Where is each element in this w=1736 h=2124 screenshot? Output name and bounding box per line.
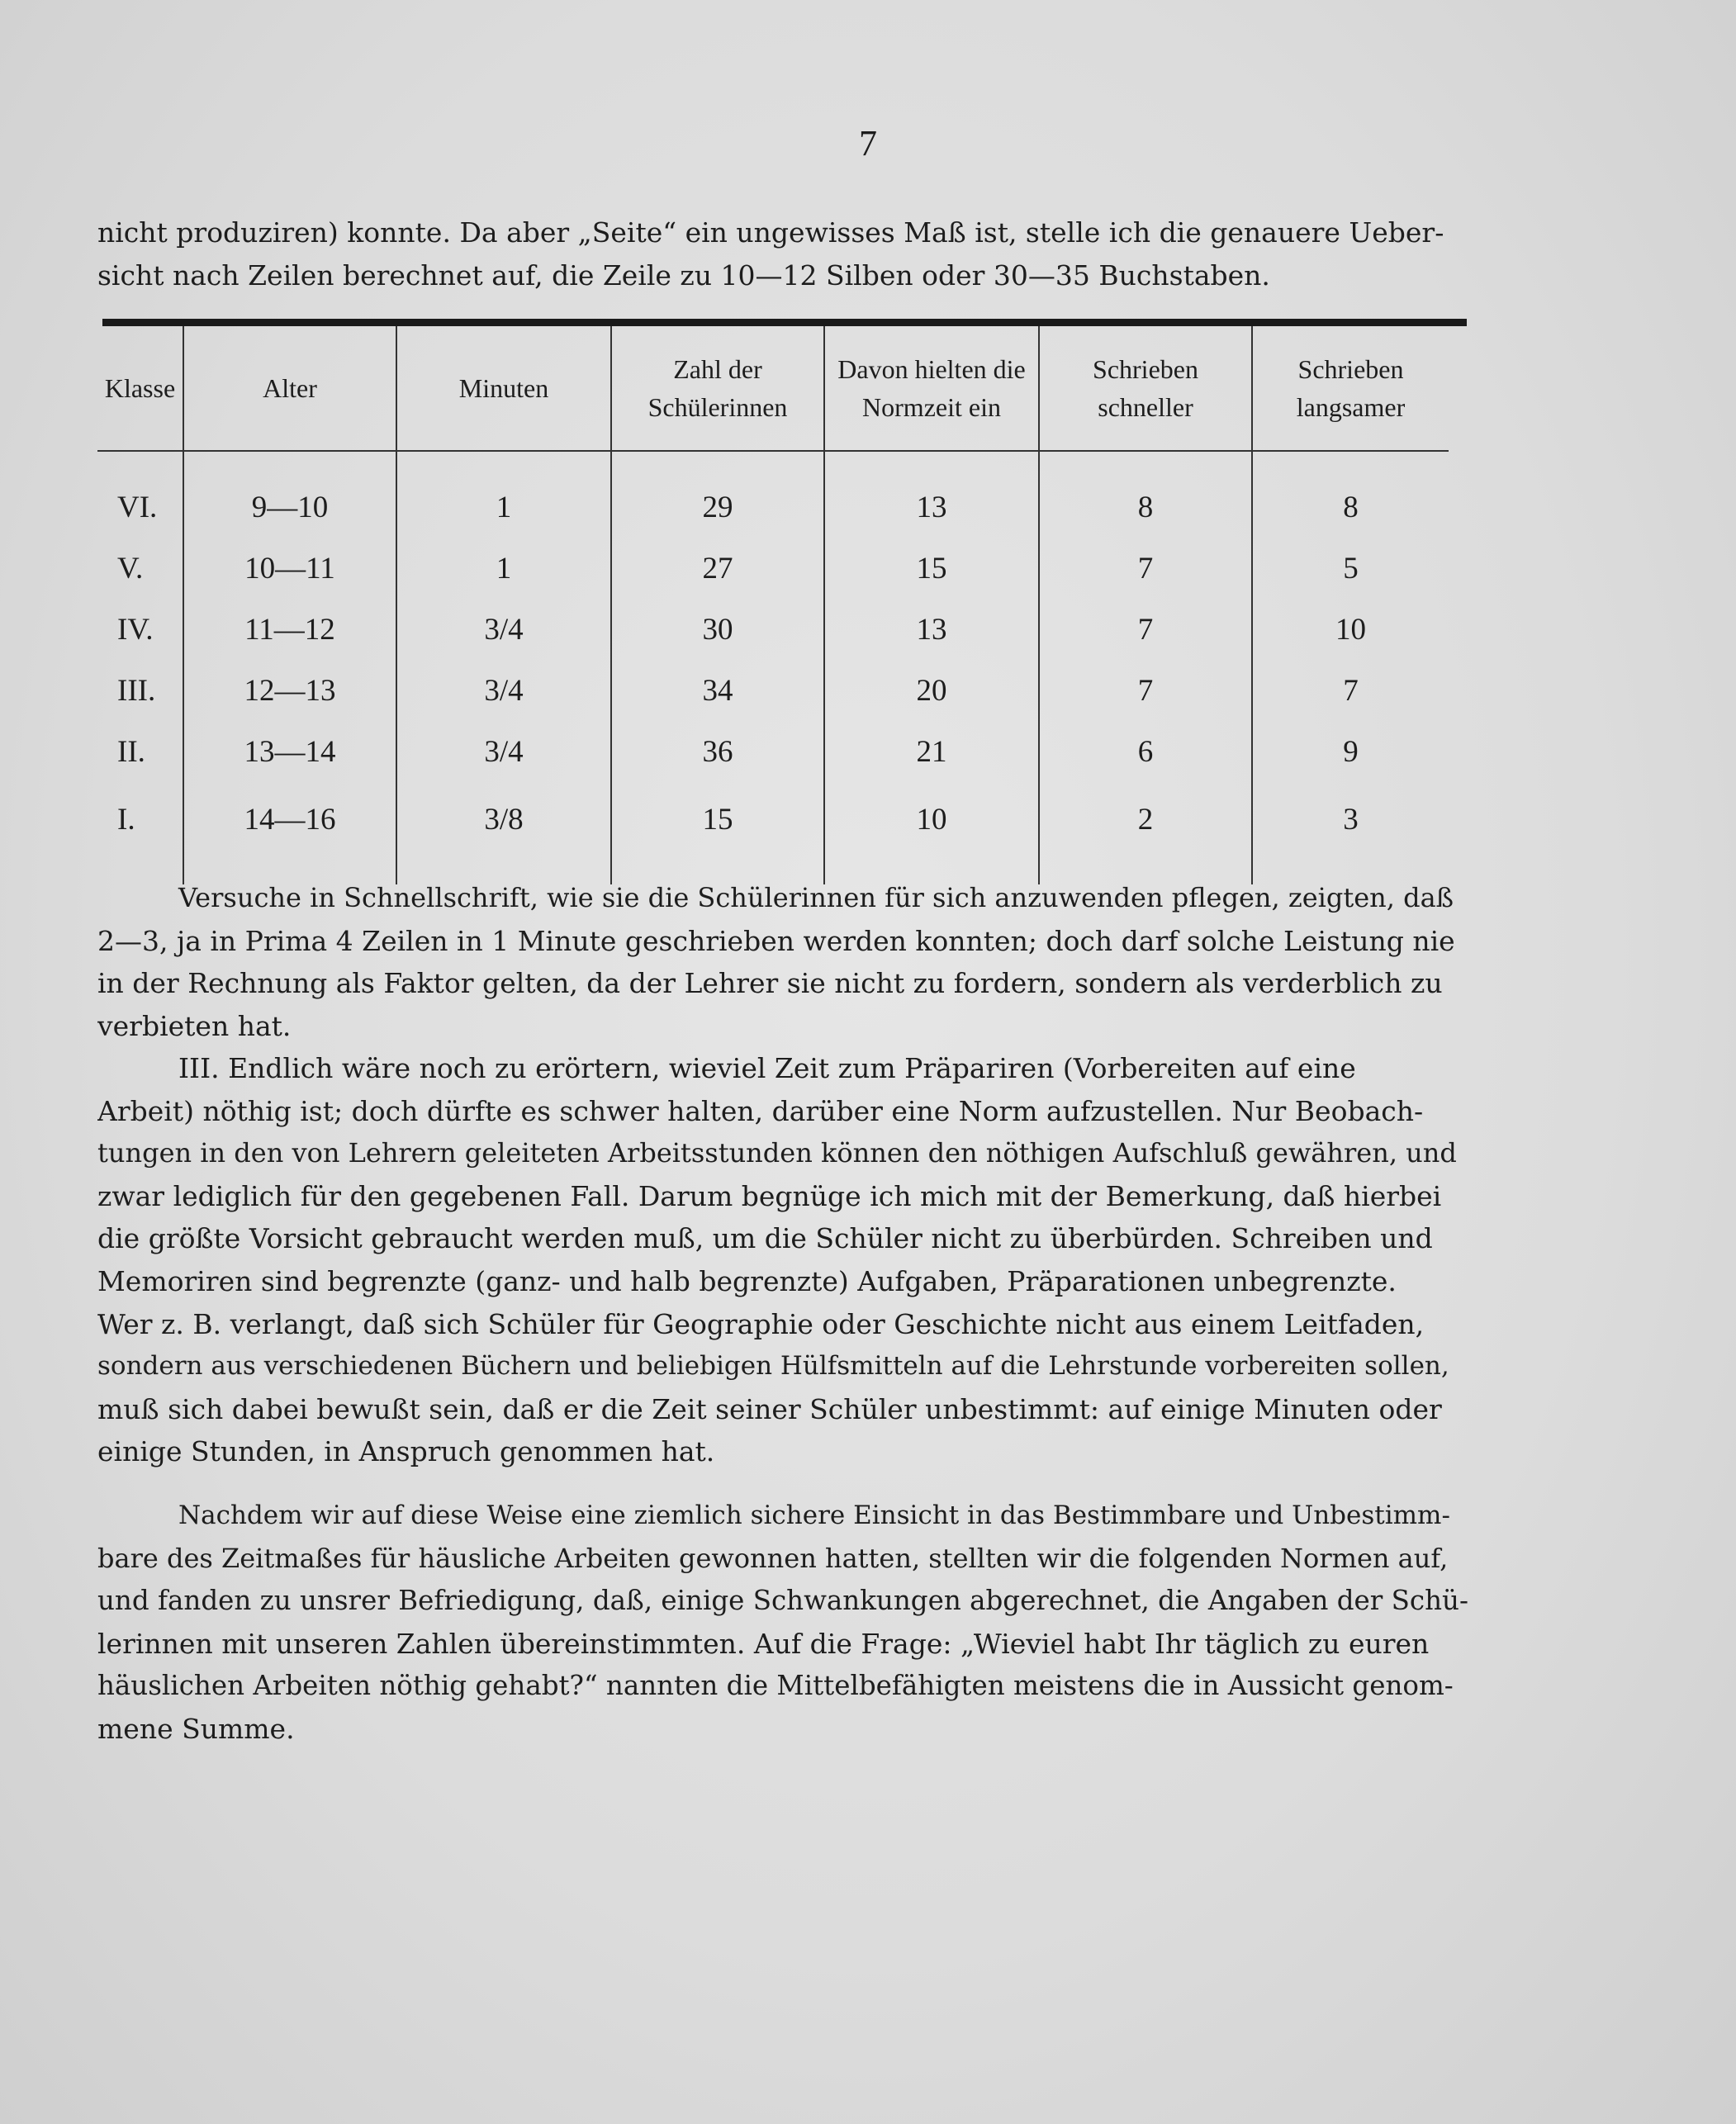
- table-header-row: [97, 326, 1449, 451]
- table-row: [97, 721, 1449, 782]
- text-line: einige Stunden, in Anspruch genommen hat.: [97, 1435, 715, 1468]
- cell-normzeit: 10: [824, 782, 1039, 884]
- cell-zahl: 36: [611, 721, 824, 782]
- cell-zahl: 27: [611, 538, 824, 599]
- text-line: häuslichen Arbeiten nöthig gehabt?“ nannten die Mittelbefähigten meistens die in Aussicht genom-: [97, 1670, 1454, 1702]
- cell-schneller: 7: [1039, 660, 1252, 721]
- cell-normzeit: 13: [824, 451, 1039, 538]
- header-alter: Alter: [183, 326, 396, 451]
- cell-minuten: 1: [396, 451, 611, 538]
- cell-langsamer: 3: [1252, 782, 1449, 884]
- cell-normzeit: 21: [824, 721, 1039, 782]
- table-row: [97, 660, 1449, 721]
- cell-schneller: 7: [1039, 599, 1252, 660]
- cell-klasse: V.: [117, 551, 144, 586]
- cell-langsamer: 5: [1252, 538, 1449, 599]
- text-line: Versuche in Schnellschrift, wie sie die Schülerinnen für sich anzuwenden pflegen, zeigten, daß: [178, 882, 1454, 913]
- text-line: zwar lediglich für den gegebenen Fall. Darum begnüge ich mich mit der Bemerkung, daß hierbei: [97, 1179, 1442, 1212]
- paragraph-schnellschrift: [97, 877, 1468, 1047]
- paragraph-praeparieren: [97, 1047, 1468, 1473]
- cell-klasse: II.: [117, 734, 145, 769]
- intro-line: sicht nach Zeilen berechnet auf, die Zeile zu 10—12 Silben oder 30—35 Buchstaben.: [97, 258, 1270, 292]
- cell-langsamer: 8: [1252, 451, 1449, 538]
- cell-schneller: 8: [1039, 451, 1252, 538]
- text-line: in der Rechnung als Faktor gelten, da der Lehrer sie nicht zu fordern, sondern als verderblich zu: [97, 967, 1443, 1000]
- text-line: lerinnen mit unseren Zahlen übereinstimmten. Auf die Frage: „Wieviel habt Ihr täglich zu euren: [97, 1627, 1430, 1660]
- data-table: [97, 326, 1449, 884]
- cell-klasse: VI.: [117, 490, 158, 524]
- paragraph-normen: [97, 1495, 1468, 1751]
- cell-minuten: 3/4: [396, 721, 611, 782]
- header-normzeit: Davon hielten die Normzeit ein: [824, 326, 1039, 451]
- cell-alter: 14—16: [183, 782, 396, 884]
- cell-normzeit: 13: [824, 599, 1039, 660]
- text-line: III. Endlich wäre noch zu erörtern, wieviel Zeit zum Präpariren (Vorbereiten auf eine: [178, 1052, 1356, 1084]
- text-line: verbieten hat.: [97, 1009, 292, 1042]
- header-minuten: Minuten: [396, 326, 611, 451]
- cell-alter: 9—10: [183, 451, 396, 538]
- table-row: [97, 599, 1449, 660]
- cell-zahl: 34: [611, 660, 824, 721]
- cell-minuten: 1: [396, 538, 611, 599]
- cell-klasse: I.: [117, 803, 135, 837]
- text-line: tungen in den von Lehrern geleiteten Arbeitsstunden können den nöthigen Aufschluß gewähren, und: [97, 1137, 1457, 1169]
- cell-normzeit: 20: [824, 660, 1039, 721]
- table-row: [97, 451, 1449, 538]
- text-line: die größte Vorsicht gebraucht werden muß, um die Schüler nicht zu überbürden. Schreiben und: [97, 1222, 1433, 1255]
- table-row: [97, 782, 1449, 884]
- page-number: 7: [859, 123, 877, 164]
- cell-minuten: 3/4: [396, 599, 611, 660]
- header-schneller: Schrieben schneller: [1039, 326, 1252, 451]
- cell-schneller: 6: [1039, 721, 1252, 782]
- header-klasse: Klasse: [97, 326, 183, 451]
- cell-normzeit: 15: [824, 538, 1039, 599]
- text-line: und fanden zu unsrer Befriedigung, daß, einige Schwankungen abgerechnet, die Angaben der Schü-: [97, 1585, 1468, 1617]
- text-line: bare des Zeitmaßes für häusliche Arbeiten gewonnen hatten, stellten wir die folgenden Normen auf,: [97, 1542, 1449, 1574]
- text-line: mene Summe.: [97, 1712, 295, 1745]
- cell-klasse: III.: [117, 673, 156, 708]
- table-top-rule: [102, 319, 1467, 326]
- cell-alter: 10—11: [183, 538, 396, 599]
- cell-klasse: IV.: [117, 612, 154, 647]
- text-line: 2—3, ja in Prima 4 Zeilen in 1 Minute geschrieben werden konnten; doch darf solche Leistung nie: [97, 924, 1455, 957]
- cell-alter: 13—14: [183, 721, 396, 782]
- cell-langsamer: 7: [1252, 660, 1449, 721]
- cell-minuten: 3/8: [396, 782, 611, 884]
- cell-langsamer: 9: [1252, 721, 1449, 782]
- table-row: [97, 538, 1449, 599]
- cell-alter: 11—12: [183, 599, 396, 660]
- cell-alter: 12—13: [183, 660, 396, 721]
- text-line: sondern aus verschiedenen Büchern und beliebigen Hülfsmitteln auf die Lehrstunde vorbereiten sollen,: [97, 1351, 1449, 1382]
- text-line: muß sich dabei bewußt sein, daß er die Zeit seiner Schüler unbestimmt: auf einige Minuten oder: [97, 1392, 1442, 1425]
- text-line: Nachdem wir auf diese Weise eine ziemlich sichere Einsicht in das Bestimmbare und Unbestimm-: [178, 1501, 1450, 1530]
- cell-zahl: 30: [611, 599, 824, 660]
- cell-minuten: 3/4: [396, 660, 611, 721]
- text-line: Arbeit) nöthig ist; doch dürfte es schwer halten, darüber eine Norm aufzustellen. Nur Beobach-: [97, 1094, 1424, 1127]
- cell-langsamer: 10: [1252, 599, 1449, 660]
- cell-schneller: 2: [1039, 782, 1252, 884]
- header-zahl: Zahl der Schülerinnen: [611, 326, 824, 451]
- intro-paragraph: [97, 211, 1468, 296]
- text-line: Memoriren sind begrenzte (ganz- und halb begrenzte) Aufgaben, Präparationen unbegrenzte.: [97, 1264, 1397, 1297]
- text-line: Wer z. B. verlangt, daß sich Schüler für Geographie oder Geschichte nicht aus einem Leitfaden,: [97, 1307, 1425, 1340]
- cell-zahl: 15: [611, 782, 824, 884]
- cell-schneller: 7: [1039, 538, 1252, 599]
- header-langsamer: Schrieben langsamer: [1252, 326, 1449, 451]
- cell-zahl: 29: [611, 451, 824, 538]
- intro-line: nicht produziren) konnte. Da aber „Seite“ ein ungewisses Maß ist, stelle ich die genauere Ueber-: [97, 216, 1444, 249]
